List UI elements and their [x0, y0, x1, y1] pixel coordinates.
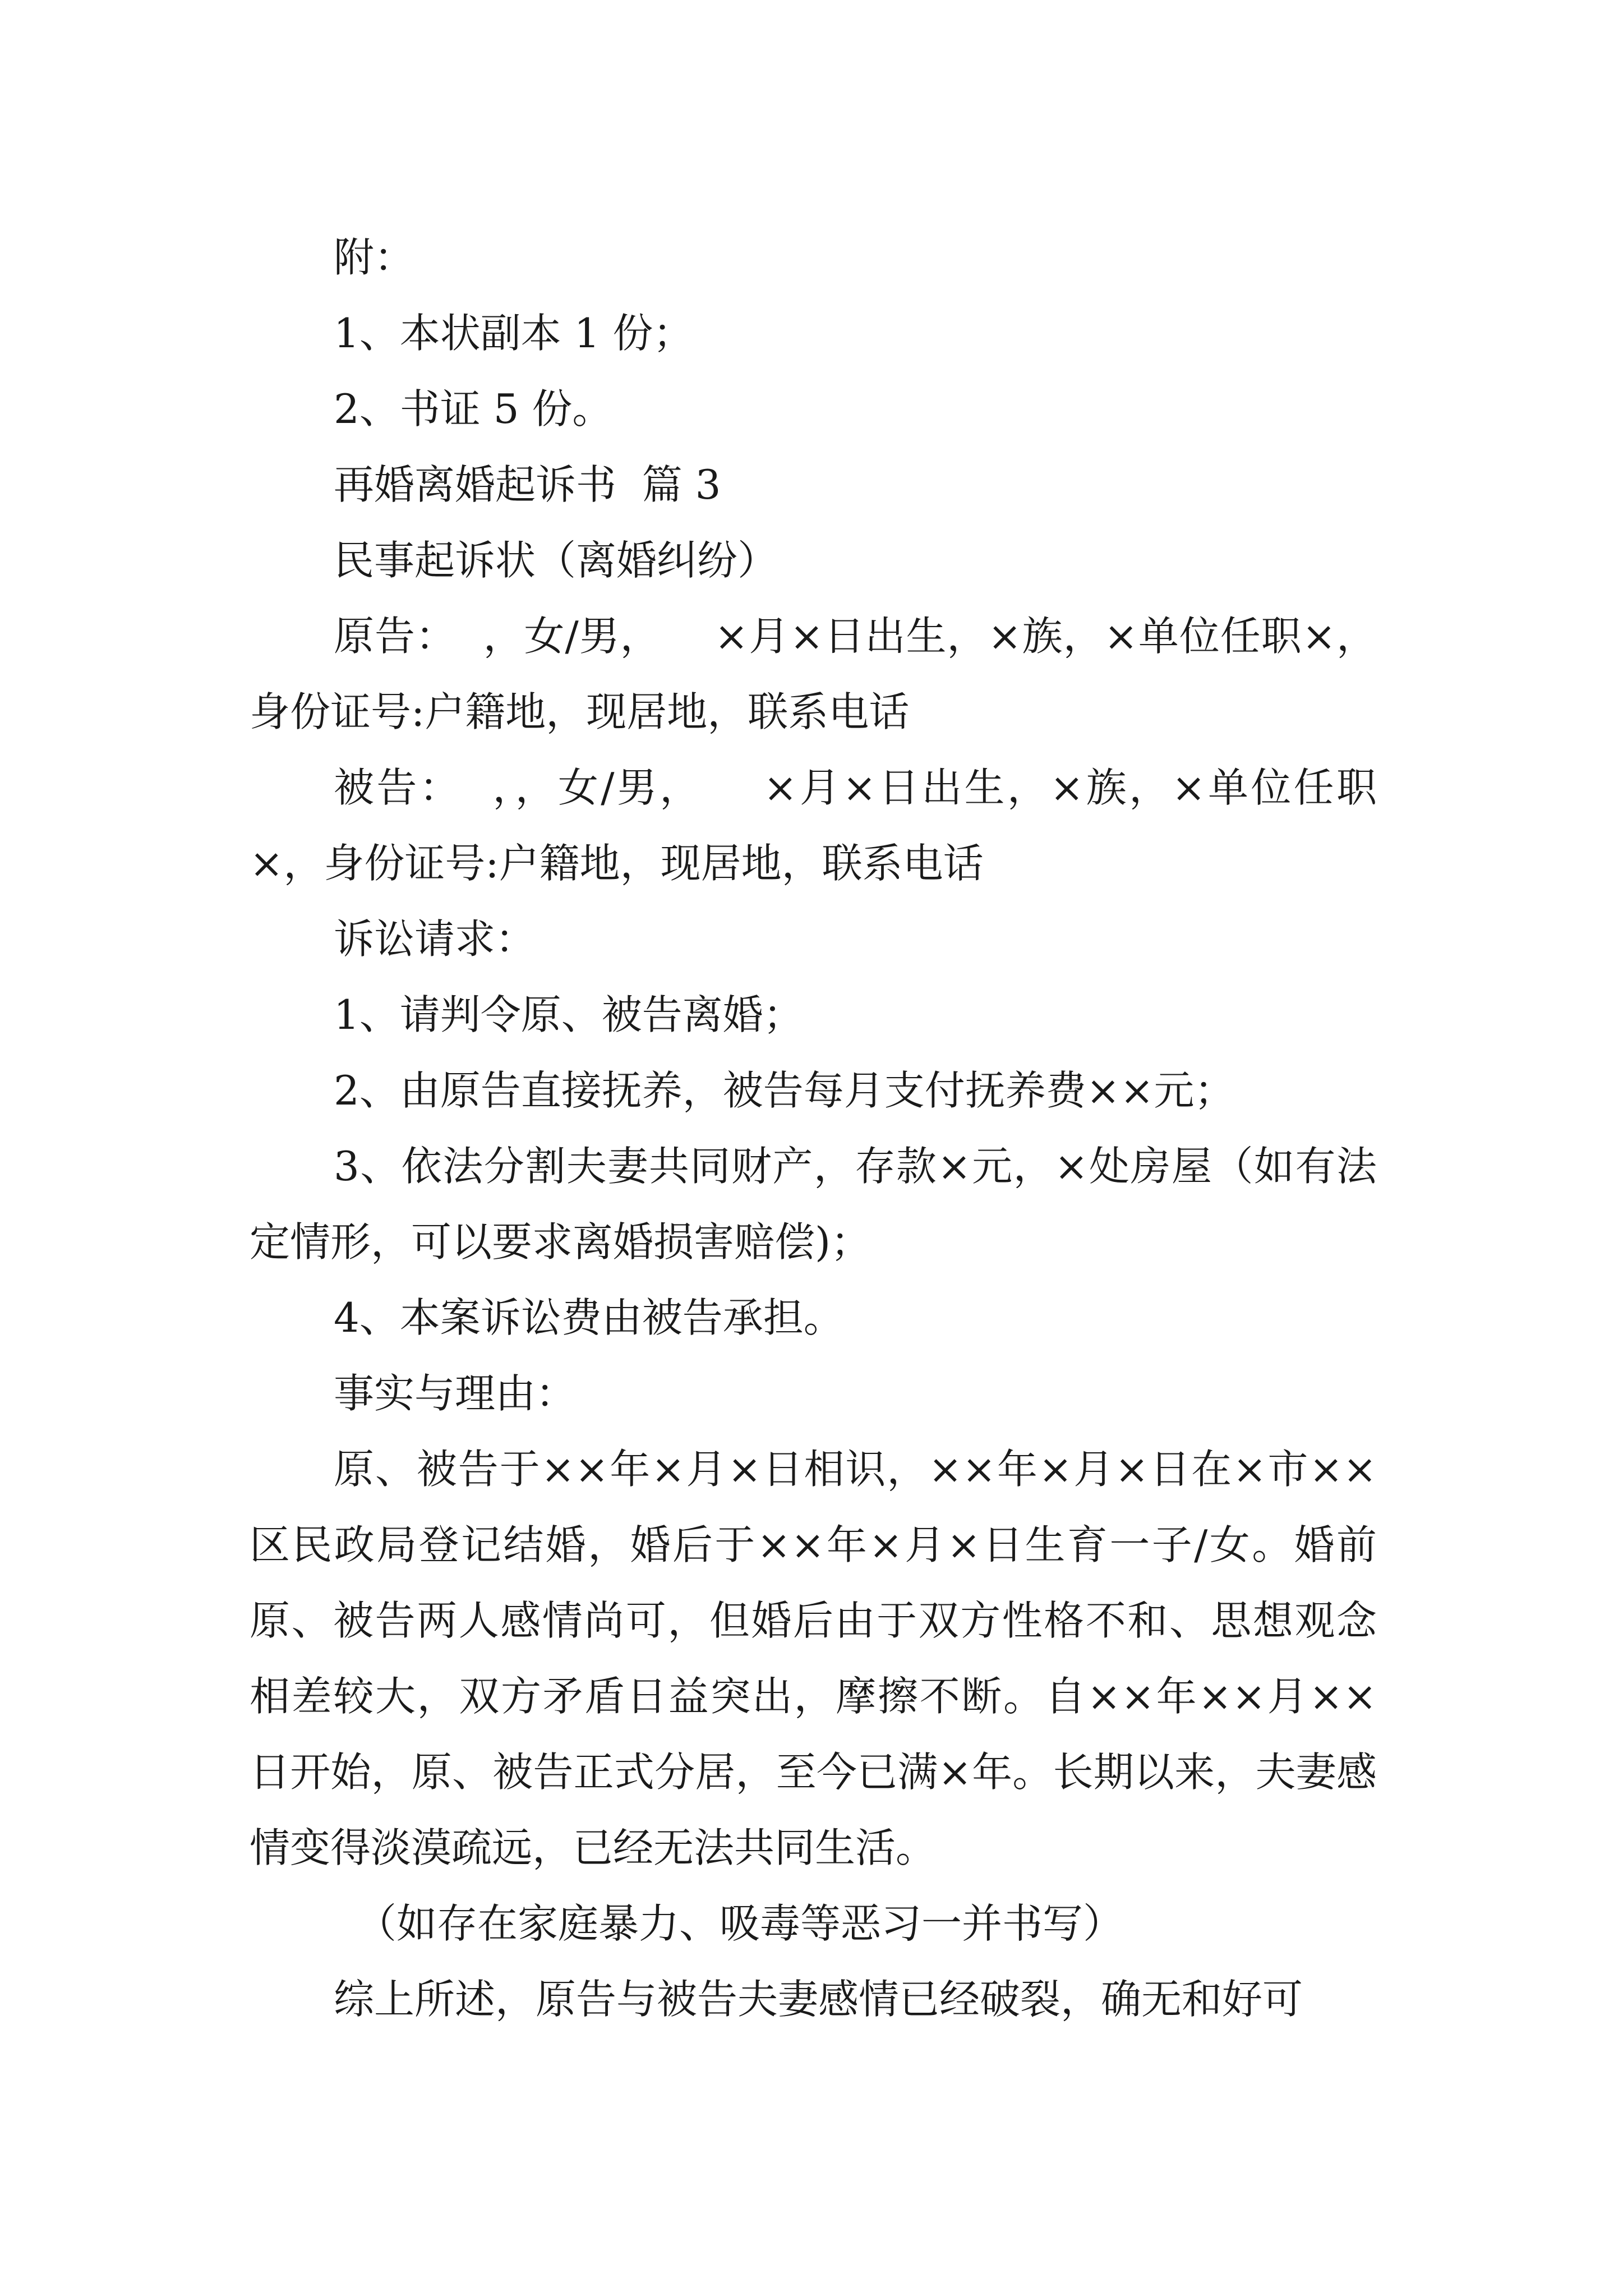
claim-item: 1、请判令原、被告离婚； — [334, 991, 804, 1038]
document-body — [250, 220, 1377, 2037]
claims-heading: 诉讼请求： — [334, 915, 536, 963]
claim-item: 3、依法分割夫妻共同财产，存款×元，×处房屋（如有法定情形，可以要求离婚损害赔偿)； — [250, 1143, 1377, 1266]
facts-heading: 事实与理由： — [334, 1370, 577, 1417]
attachment-item: 2、书证 5 份。 — [334, 385, 613, 432]
conclusion-paragraph: 综上所述，原告与被告夫妻感情已经破裂，确无和好可 — [334, 1976, 1303, 2023]
section-title: 再婚离婚起诉书 篇 3 — [334, 461, 721, 508]
attachment-heading: 附： — [334, 234, 415, 281]
defendant-info: 被告： ，，女/男， ×月×日出生，×族，×单位任职×，身份证号:户籍地，现居地，联系电话 — [250, 764, 1377, 887]
claim-item: 2、由原告直接抚养，被告每月支付抚养费××元； — [334, 1067, 1235, 1114]
claim-item: 4、本案诉讼费由被告承担。 — [334, 1294, 844, 1341]
facts-note: （如存在家庭暴力、吸毒等恶习一并书写） — [356, 1900, 1124, 1947]
attachment-item: 1、本状副本 1 份； — [334, 310, 694, 357]
facts-paragraph: 原、被告于××年×月×日相识，××年×月×日在×市××区民政局登记结婚，婚后于××年×月×日生育一子/女。婚前原、被告两人感情尚可，但婚后由于双方性格不和、思想观念相差较大，双方矛盾日益突出，摩擦不断。自××年××月××日开始，原、被告正式分居，至今已满×年。长期以来，夫妻感情变得淡漠疏远，已经无法共同生活。 — [250, 1446, 1377, 1871]
plaintiff-info: 原告： ，女/男， ×月×日出生，×族，×单位任职×，身份证号:户籍地，现居地，联系电话 — [250, 613, 1377, 735]
complaint-title: 民事起诉状（离婚纠纷） — [334, 537, 778, 584]
